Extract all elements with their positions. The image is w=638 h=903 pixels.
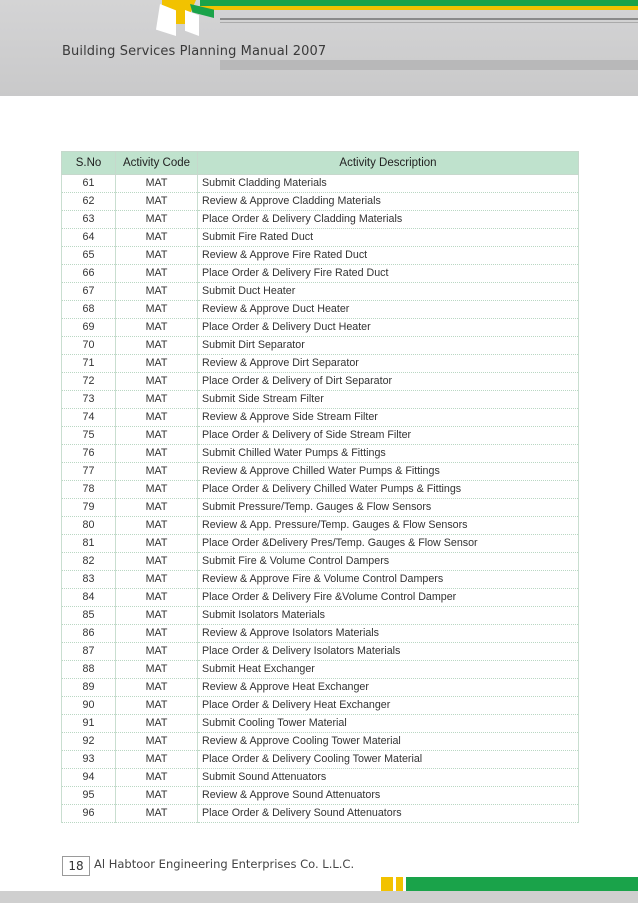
row-sno: 96 bbox=[62, 805, 116, 823]
row-activity-description: Submit Dirt Separator bbox=[198, 337, 579, 355]
row-sno: 92 bbox=[62, 733, 116, 751]
row-sno: 63 bbox=[62, 211, 116, 229]
table-row bbox=[62, 535, 579, 553]
table-body bbox=[62, 175, 579, 823]
row-activity-code: MAT bbox=[116, 733, 198, 751]
row-activity-description: Review & Approve Cooling Tower Material bbox=[198, 733, 579, 751]
row-activity-code: MAT bbox=[116, 517, 198, 535]
row-activity-description: Review & Approve Heat Exchanger bbox=[198, 679, 579, 697]
table-row bbox=[62, 391, 579, 409]
row-sno: 94 bbox=[62, 769, 116, 787]
row-activity-description: Place Order & Delivery Cooling Tower Material bbox=[198, 751, 579, 769]
row-activity-description: Submit Heat Exchanger bbox=[198, 661, 579, 679]
header-white-tab-shape-2 bbox=[185, 10, 199, 36]
row-activity-code: MAT bbox=[116, 247, 198, 265]
row-activity-description: Place Order & Delivery Heat Exchanger bbox=[198, 697, 579, 715]
table-row bbox=[62, 805, 579, 823]
row-activity-description: Review & Approve Dirt Separator bbox=[198, 355, 579, 373]
row-sno: 65 bbox=[62, 247, 116, 265]
table-row bbox=[62, 697, 579, 715]
table-row bbox=[62, 229, 579, 247]
row-activity-code: MAT bbox=[116, 481, 198, 499]
table-row bbox=[62, 463, 579, 481]
row-activity-description: Review & Approve Fire Rated Duct bbox=[198, 247, 579, 265]
row-activity-description: Place Order & Delivery Fire &Volume Control Damper bbox=[198, 589, 579, 607]
row-activity-description: Submit Side Stream Filter bbox=[198, 391, 579, 409]
row-activity-code: MAT bbox=[116, 301, 198, 319]
row-sno: 87 bbox=[62, 643, 116, 661]
table-row bbox=[62, 319, 579, 337]
row-activity-description: Submit Fire & Volume Control Dampers bbox=[198, 553, 579, 571]
row-activity-description: Submit Cladding Materials bbox=[198, 175, 579, 193]
row-activity-code: MAT bbox=[116, 427, 198, 445]
row-activity-description: Place Order & Delivery Cladding Materials bbox=[198, 211, 579, 229]
row-sno: 93 bbox=[62, 751, 116, 769]
column-header-activity-description: Activity Description bbox=[198, 152, 579, 175]
row-sno: 85 bbox=[62, 607, 116, 625]
row-sno: 74 bbox=[62, 409, 116, 427]
row-sno: 78 bbox=[62, 481, 116, 499]
row-activity-description: Review & Approve Side Stream Filter bbox=[198, 409, 579, 427]
header-divider-line-thin bbox=[220, 22, 638, 23]
row-activity-description: Place Order & Delivery Fire Rated Duct bbox=[198, 265, 579, 283]
table-row bbox=[62, 175, 579, 193]
row-activity-code: MAT bbox=[116, 625, 198, 643]
row-sno: 80 bbox=[62, 517, 116, 535]
row-sno: 88 bbox=[62, 661, 116, 679]
row-activity-description: Submit Chilled Water Pumps & Fittings bbox=[198, 445, 579, 463]
table-header-row bbox=[62, 152, 579, 175]
footer-yellow-block-2 bbox=[396, 877, 403, 891]
table-row bbox=[62, 373, 579, 391]
row-activity-description: Place Order & Delivery of Side Stream Filter bbox=[198, 427, 579, 445]
row-sno: 76 bbox=[62, 445, 116, 463]
row-sno: 83 bbox=[62, 571, 116, 589]
row-sno: 66 bbox=[62, 265, 116, 283]
table-row bbox=[62, 715, 579, 733]
footer-yellow-block bbox=[381, 877, 393, 891]
table-row bbox=[62, 265, 579, 283]
table-row bbox=[62, 481, 579, 499]
row-activity-code: MAT bbox=[116, 391, 198, 409]
table-row bbox=[62, 517, 579, 535]
row-activity-description: Submit Isolators Materials bbox=[198, 607, 579, 625]
row-activity-code: MAT bbox=[116, 409, 198, 427]
row-sno: 62 bbox=[62, 193, 116, 211]
column-header-sno: S.No bbox=[62, 152, 116, 175]
row-activity-code: MAT bbox=[116, 283, 198, 301]
row-activity-description: Review & App. Pressure/Temp. Gauges & Flow Sensors bbox=[198, 517, 579, 535]
table-row bbox=[62, 607, 579, 625]
row-sno: 82 bbox=[62, 553, 116, 571]
row-sno: 79 bbox=[62, 499, 116, 517]
row-sno: 71 bbox=[62, 355, 116, 373]
row-activity-code: MAT bbox=[116, 697, 198, 715]
activity-table bbox=[61, 151, 579, 823]
footer-gray-band bbox=[0, 891, 638, 903]
row-sno: 77 bbox=[62, 463, 116, 481]
row-activity-description: Review & Approve Cladding Materials bbox=[198, 193, 579, 211]
row-sno: 91 bbox=[62, 715, 116, 733]
row-activity-code: MAT bbox=[116, 175, 198, 193]
row-activity-code: MAT bbox=[116, 769, 198, 787]
row-sno: 64 bbox=[62, 229, 116, 247]
table-row bbox=[62, 643, 579, 661]
row-activity-code: MAT bbox=[116, 589, 198, 607]
row-activity-code: MAT bbox=[116, 373, 198, 391]
row-activity-code: MAT bbox=[116, 337, 198, 355]
row-activity-description: Review & Approve Sound Attenuators bbox=[198, 787, 579, 805]
row-sno: 86 bbox=[62, 625, 116, 643]
table-row bbox=[62, 553, 579, 571]
row-activity-code: MAT bbox=[116, 607, 198, 625]
row-sno: 90 bbox=[62, 697, 116, 715]
row-sno: 61 bbox=[62, 175, 116, 193]
row-sno: 84 bbox=[62, 589, 116, 607]
row-activity-description: Review & Approve Fire & Volume Control Dampers bbox=[198, 571, 579, 589]
table-row bbox=[62, 787, 579, 805]
row-sno: 70 bbox=[62, 337, 116, 355]
row-activity-code: MAT bbox=[116, 211, 198, 229]
table-row bbox=[62, 661, 579, 679]
row-sno: 72 bbox=[62, 373, 116, 391]
row-activity-description: Review & Approve Duct Heater bbox=[198, 301, 579, 319]
table-row bbox=[62, 211, 579, 229]
row-sno: 68 bbox=[62, 301, 116, 319]
row-sno: 67 bbox=[62, 283, 116, 301]
row-sno: 69 bbox=[62, 319, 116, 337]
row-activity-description: Place Order & Delivery Sound Attenuators bbox=[198, 805, 579, 823]
header-divider-line bbox=[220, 18, 638, 20]
row-activity-code: MAT bbox=[116, 463, 198, 481]
row-sno: 95 bbox=[62, 787, 116, 805]
row-sno: 73 bbox=[62, 391, 116, 409]
row-activity-code: MAT bbox=[116, 229, 198, 247]
row-activity-code: MAT bbox=[116, 787, 198, 805]
row-activity-description: Submit Cooling Tower Material bbox=[198, 715, 579, 733]
row-activity-code: MAT bbox=[116, 499, 198, 517]
table-row bbox=[62, 355, 579, 373]
row-activity-description: Submit Duct Heater bbox=[198, 283, 579, 301]
row-activity-code: MAT bbox=[116, 661, 198, 679]
table-row bbox=[62, 427, 579, 445]
manual-title: Building Services Planning Manual 2007 bbox=[62, 44, 327, 59]
row-activity-code: MAT bbox=[116, 265, 198, 283]
row-sno: 81 bbox=[62, 535, 116, 553]
row-activity-description: Review & Approve Chilled Water Pumps & Fittings bbox=[198, 463, 579, 481]
header-gray-bar bbox=[220, 60, 638, 70]
row-activity-code: MAT bbox=[116, 535, 198, 553]
row-activity-description: Place Order & Delivery Duct Heater bbox=[198, 319, 579, 337]
table-row bbox=[62, 337, 579, 355]
row-sno: 89 bbox=[62, 679, 116, 697]
row-activity-code: MAT bbox=[116, 751, 198, 769]
table-row bbox=[62, 499, 579, 517]
row-activity-description: Place Order & Delivery Chilled Water Pumps & Fittings bbox=[198, 481, 579, 499]
row-activity-code: MAT bbox=[116, 445, 198, 463]
row-activity-description: Review & Approve Isolators Materials bbox=[198, 625, 579, 643]
row-activity-description: Place Order & Delivery of Dirt Separator bbox=[198, 373, 579, 391]
row-activity-code: MAT bbox=[116, 679, 198, 697]
row-activity-code: MAT bbox=[116, 355, 198, 373]
row-activity-code: MAT bbox=[116, 643, 198, 661]
table-row bbox=[62, 679, 579, 697]
table-row bbox=[62, 751, 579, 769]
table-row bbox=[62, 193, 579, 211]
row-activity-description: Submit Fire Rated Duct bbox=[198, 229, 579, 247]
page-number: 18 bbox=[62, 856, 90, 876]
table-row bbox=[62, 301, 579, 319]
column-header-activity-code: Activity Code bbox=[116, 152, 198, 175]
row-activity-code: MAT bbox=[116, 571, 198, 589]
table-row bbox=[62, 409, 579, 427]
table-row bbox=[62, 625, 579, 643]
header-yellow-stripe bbox=[196, 6, 638, 10]
row-activity-code: MAT bbox=[116, 553, 198, 571]
row-activity-description: Submit Sound Attenuators bbox=[198, 769, 579, 787]
row-activity-description: Submit Pressure/Temp. Gauges & Flow Sensors bbox=[198, 499, 579, 517]
row-activity-code: MAT bbox=[116, 805, 198, 823]
table-row bbox=[62, 769, 579, 787]
row-activity-code: MAT bbox=[116, 319, 198, 337]
table-row bbox=[62, 247, 579, 265]
row-activity-description: Place Order & Delivery Isolators Materials bbox=[198, 643, 579, 661]
footer-green-bar bbox=[406, 877, 638, 891]
table-row bbox=[62, 445, 579, 463]
table-row bbox=[62, 283, 579, 301]
table-row bbox=[62, 571, 579, 589]
row-sno: 75 bbox=[62, 427, 116, 445]
table-row bbox=[62, 733, 579, 751]
table-row bbox=[62, 589, 579, 607]
row-activity-description: Place Order &Delivery Pres/Temp. Gauges & Flow Sensor bbox=[198, 535, 579, 553]
row-activity-code: MAT bbox=[116, 193, 198, 211]
row-activity-code: MAT bbox=[116, 715, 198, 733]
footer-company-name: Al Habtoor Engineering Enterprises Co. L.L.C. bbox=[94, 857, 355, 871]
page-header bbox=[0, 0, 638, 96]
